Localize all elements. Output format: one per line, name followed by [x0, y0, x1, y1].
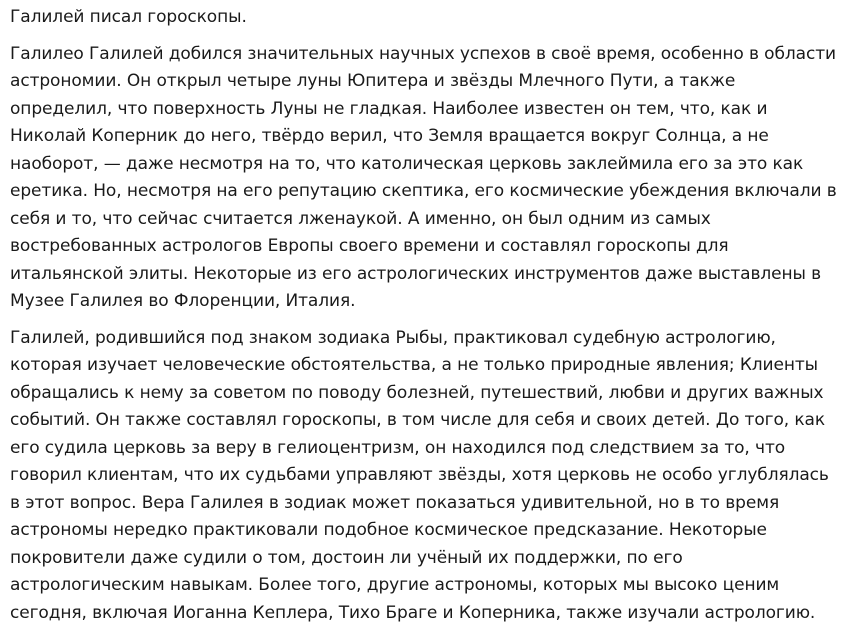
paragraph-2: Галилей, родившийся под знаком зодиака Рыбы, практиковал судебную астрологию, которая изучает человеческие обстоятельства, а не только природные явления; Клиенты обращались к нему за советом по поводу болезней, путешествий, любви и других важных событий. Он также составлял гороскопы, в том числе для себя и своих детей. До того, как его судила церковь за веру в гелиоцентризм, он находился под следствием за то, что говорил клиентам, что их судьбами управляют звёзды, хотя церковь не особо углублялась в этот вопрос. Вера Галилея в зодиак может показаться удивительной, но в то время астрономы нередко практиковали подобное космическое предсказание. Некоторые покровители даже судили о том, достоин ли учёный их поддержки, по его астрологическим навыкам. Более того, другие астрономы, которых мы высоко ценим сегодня, включая Иоганна Кеплера, Тихо Браге и Коперника, также изучали астрологию. — [10, 325, 840, 627]
paragraph-1: Галилео Галилей добился значительных научных успехов в своё время, особенно в области астрономии. Он открыл четыре луны Юпитера и звёзды Млечного Пути, а также определил, что поверхность Луны не гладкая. Наиболее известен он тем, что, как и Николай Коперник до него, твёрдо верил, что Земля вращается вокруг Солнца, а не наоборот, — даже несмотря на то, что католическая церковь заклеймила его за это как еретика. Но, несмотря на его репутацию скептика, его космические убеждения включали в себя и то, что сейчас считается лженаукой. А именно, он был одним из самых востребованных астрологов Европы своего времени и составлял гороскопы для итальянской элиты. Некоторые из его астрологических инструментов даже выставлены в Музее Галилея во Флоренции, Италия. — [10, 41, 840, 316]
document-title: Галилей писал гороскопы. — [10, 4, 840, 32]
